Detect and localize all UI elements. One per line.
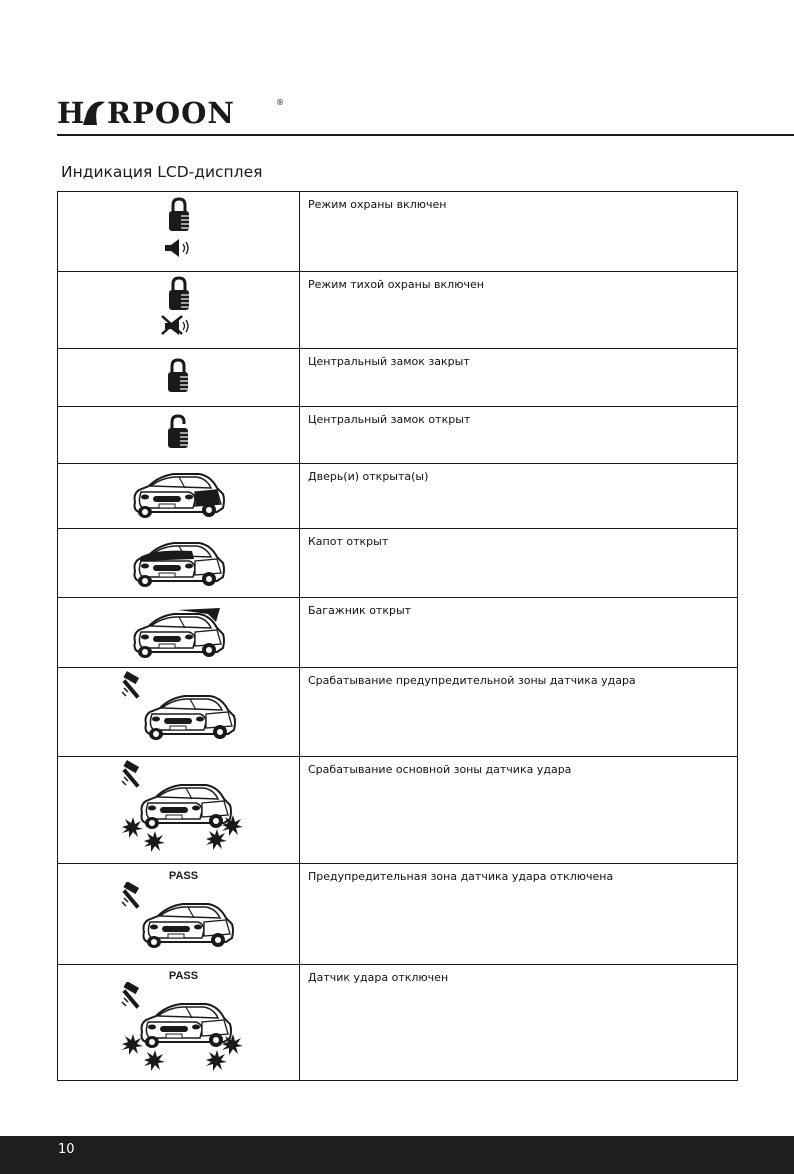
car-shock-pass-icon [114, 982, 244, 1076]
row-label: Центральный замок закрыт [300, 349, 738, 407]
icon-cell [58, 464, 300, 529]
car-shock-warning-icon [114, 668, 244, 752]
row-label: Центральный замок открыт [300, 407, 738, 464]
car-shock-warning-pass-icon [114, 882, 244, 960]
svg-text:H: H [57, 98, 86, 128]
icon-cell [58, 965, 300, 1081]
table-row [58, 529, 738, 598]
table-row [58, 349, 738, 407]
table-row [58, 272, 738, 349]
lock-closed-siren-muted-icon [149, 272, 209, 342]
row-label: Капот открыт [300, 529, 738, 598]
car-shock-main-icon [114, 757, 244, 859]
table-row [58, 192, 738, 272]
icon-cell [58, 407, 300, 464]
svg-text:RPOON: RPOON [107, 98, 235, 128]
icon-cell [58, 192, 300, 272]
pass-badge: PASS [168, 870, 199, 882]
icon-cell [58, 349, 300, 407]
row-label: Режим охраны включен [300, 192, 738, 272]
table-row [58, 598, 738, 668]
table-row [58, 407, 738, 464]
car-hood-open-icon [124, 529, 234, 593]
pass-badge: PASS [168, 970, 199, 982]
icon-cell [58, 272, 300, 349]
footer-bar [0, 1136, 794, 1174]
icon-cell [58, 668, 300, 757]
registered-mark: ® [276, 98, 285, 107]
row-label: Предупредительная зона датчика удара отключена [300, 864, 738, 965]
row-label: Дверь(и) открыта(ы) [300, 464, 738, 529]
row-label: Срабатывание основной зоны датчика удара [300, 757, 738, 864]
row-label: Датчик удара отключен [300, 965, 738, 1081]
lcd-indication-table [57, 191, 738, 1081]
harpoon-logo-icon [57, 98, 275, 128]
section-title: Индикация LCD-дисплея [61, 163, 263, 181]
lock-open-icon [149, 407, 209, 459]
page-number: 10 [58, 1142, 75, 1157]
lock-closed-icon [149, 349, 209, 401]
brand-logo [57, 98, 285, 128]
icon-cell [58, 529, 300, 598]
table-row [58, 965, 738, 1081]
icon-cell [58, 864, 300, 965]
row-label: Режим тихой охраны включен [300, 272, 738, 349]
icon-cell [58, 598, 300, 668]
icon-cell [58, 757, 300, 864]
table-row [58, 757, 738, 864]
header-rule [57, 134, 794, 136]
car-trunk-open-icon [124, 598, 234, 662]
row-label: Срабатывание предупредительной зоны датчика удара [300, 668, 738, 757]
row-label: Багажник открыт [300, 598, 738, 668]
table-row [58, 864, 738, 965]
car-door-open-icon [124, 464, 234, 524]
table-row [58, 464, 738, 529]
lock-closed-siren-icon [149, 192, 209, 262]
table-row [58, 668, 738, 757]
